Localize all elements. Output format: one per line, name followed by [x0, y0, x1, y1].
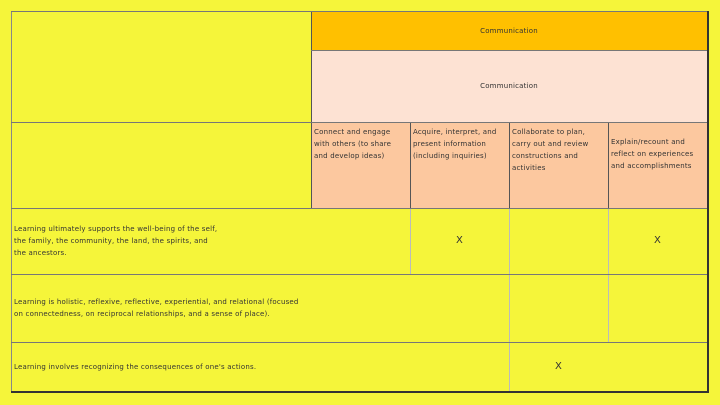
grid-line	[11, 11, 707, 12]
skill-header-acquire	[410, 122, 509, 208]
mark-cell	[311, 274, 410, 342]
mark-cell: X	[554, 360, 563, 372]
communication-subheader	[311, 50, 707, 122]
skill-header-connect	[311, 122, 410, 208]
principle-row-label: Learning is holistic, reflexive, reflective, experiential, and relational (focused on connectedness, on reciprocal relationships, and a sense of place).	[14, 298, 299, 318]
mark-cell	[608, 274, 707, 342]
skill-header-collaborate	[509, 122, 608, 208]
grid-line	[608, 208, 609, 342]
grid-line	[410, 208, 411, 274]
grid-line	[311, 11, 312, 208]
mark-cell	[608, 342, 707, 391]
principle-row-label: Learning ultimately supports the well-being of the self, the family, the community, the land, the spirits, and the ancestors.	[14, 225, 218, 257]
skill-label: Collaborate to plan, carry out and review constructions and activities	[512, 128, 589, 172]
grid-line	[11, 274, 707, 275]
mark-cell	[311, 208, 410, 274]
grid-line	[509, 208, 510, 391]
grid-line	[311, 50, 707, 51]
skill-header-explain	[608, 122, 707, 208]
principles-communication-table	[11, 11, 709, 393]
grid-line	[11, 208, 707, 209]
grid-line	[11, 11, 12, 391]
communication-header-label: Communication	[480, 26, 538, 35]
mark-cell	[410, 274, 509, 342]
principle-row-label: Learning involves recognizing the consequences of one's actions.	[14, 362, 257, 371]
mark-cell: X	[455, 235, 464, 246]
grid-line	[608, 122, 609, 208]
mark-cell	[509, 208, 608, 274]
communication-subheader-label: Communication	[480, 82, 538, 90]
skill-label: Acquire, interpret, and present information (including inquiries)	[413, 128, 497, 160]
grid-line	[11, 342, 707, 343]
grid-line	[410, 122, 411, 208]
mark-cell	[410, 342, 509, 391]
grid-line	[11, 122, 707, 123]
skill-label: Explain/recount and reflect on experiences and accomplishments	[611, 138, 694, 170]
mark-cell	[509, 274, 608, 342]
grid-line	[509, 122, 510, 208]
communication-header	[311, 11, 707, 50]
mark-cell: X	[653, 235, 662, 246]
mark-cell	[311, 342, 410, 391]
skill-label: Connect and engage with others (to share and develop ideas)	[314, 128, 392, 160]
